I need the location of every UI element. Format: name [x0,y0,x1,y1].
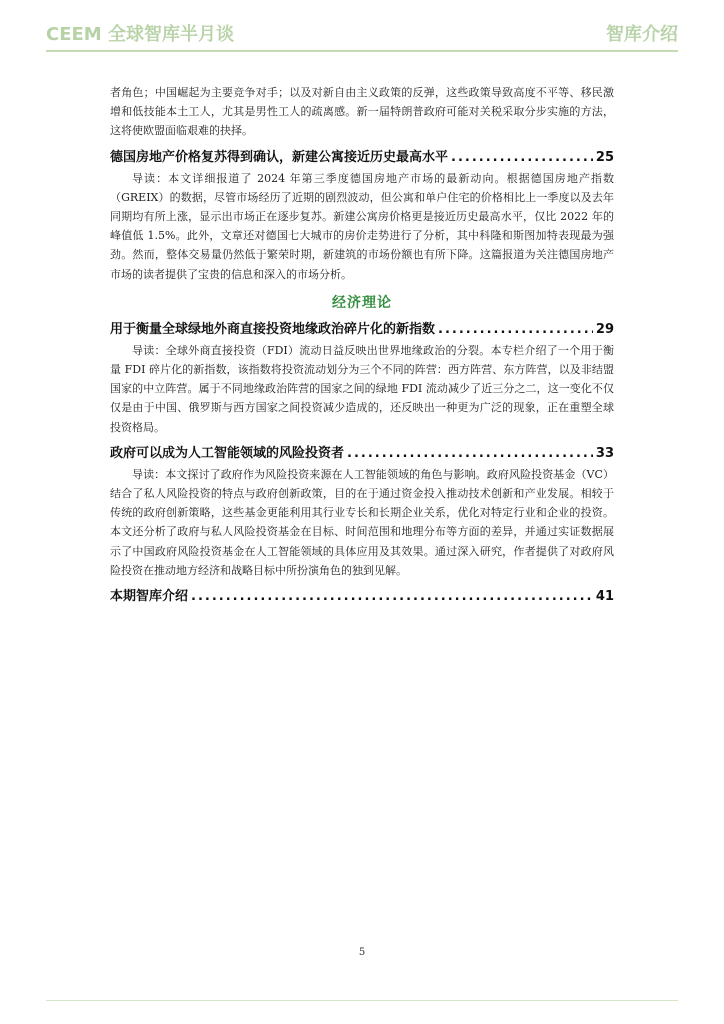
header-divider [46,50,678,52]
toc-entry-summary: 导读：本文探讨了政府作为风险投资来源在人工智能领域的角色与影响。政府风险投资基金（VC）结合了私人风险投资的特点与政府创新政策，目的在于通过资金投入推动技术创新和产业发展。相较于传统的政府创新策略，这些基金更能利用其行业专长和长期企业关系，优化对特定行业和企业的投资。本文还分析了政府与私人风险投资基金在目标、时间范围和地理分布等方面的差异，并通过实证数据展示了中国政府风险投资基金在人工智能领域的具体应用及其效果。通过深入研究，作者提供了对政府风险投资在推动地方经济和战略目标中所扮演角色的独到见解。 [110,467,614,577]
intro-paragraph: 者角色；中国崛起为主要竞争对手；以及对新自由主义政策的反弹，这些政策导致高度不平等、移民激增和低技能本土工人，尤其是男性工人的疏离感。新一届特朗普政府可能对关税采取分步实施的方法，这将使欧盟面临艰难的抉择。 [110,86,614,138]
toc-entry-fdi-index[interactable] [110,318,614,337]
toc-entry-page: 41 [595,589,614,605]
toc-entry-summary: 导读：全球外商直接投资（FDI）流动日益反映出世界地缘政治的分裂。本专栏介绍了一个用于衡量 FDI 碎片化的新指数，该指数将投资流动划分为三个不同的阵营：西方阵营、东方阵营，以及非结盟国家的中立阵营。属于不同地缘政治阵营的国家之间的绿地 FDI 流动减少了近三分之二，这一变化不仅仅是由于中国、俄罗斯与西方国家之间投资减少造成的，还反映出一种更为广泛的现象，正在重塑全球投资格局。 [110,343,614,434]
toc-entry-page: 33 [595,445,614,461]
toc-content [110,83,614,608]
toc-entry-title: 本期智库介绍 [110,589,189,605]
toc-entry-think-tank-intro[interactable] [110,585,614,604]
footer-divider [46,1000,678,1001]
toc-entry-page: 25 [595,149,614,165]
page-number: 5 [358,947,366,958]
section-title: 智库介绍 [606,24,678,45]
toc-entry-title: 德国房地产价格复苏得到确认，新建公寓接近历史最高水平 [110,149,449,165]
toc-entry-title: 政府可以成为人工智能领域的风险投资者 [110,445,345,461]
page-header [46,22,678,48]
toc-entry-title: 用于衡量全球绿地外商直接投资地缘政治碎片化的新指数 [110,321,436,337]
toc-leader-dots [347,446,593,461]
toc-leader-dots [191,589,593,604]
toc-entry-summary: 导读：本文详细报道了 2024 年第三季度德国房地产市场的最新动向。根据德国房地产指数（GREIX）的数据，尽管市场经历了近期的剧烈波动，但公寓和单户住宅的价格相比上一季度以及去年同期均有所上涨，显示出市场正在逐步复苏。新建公寓房价格更是接近历史最高水平，仅比 2022 年的峰值低 1.5%。此外，文章还对德国七大城市的房价走势进行了分析，其中科隆和斯图加特表现最为强劲。然而，整体交易量仍然低于繁荣时期，新建筑的市场份额也有所下降。这篇报道为关注德国房地产市场的读者提供了宝贵的信息和深入的市场分析。 [110,171,614,281]
toc-entry-page: 29 [595,321,614,337]
publication-title: CEEM 全球智库半月谈 [46,24,234,45]
toc-entry-german-housing[interactable] [110,146,614,165]
toc-leader-dots [451,150,593,165]
toc-entry-government-vc[interactable] [110,442,614,461]
section-heading-economic-theory: 经济理论 [332,294,392,311]
toc-leader-dots [438,322,593,337]
